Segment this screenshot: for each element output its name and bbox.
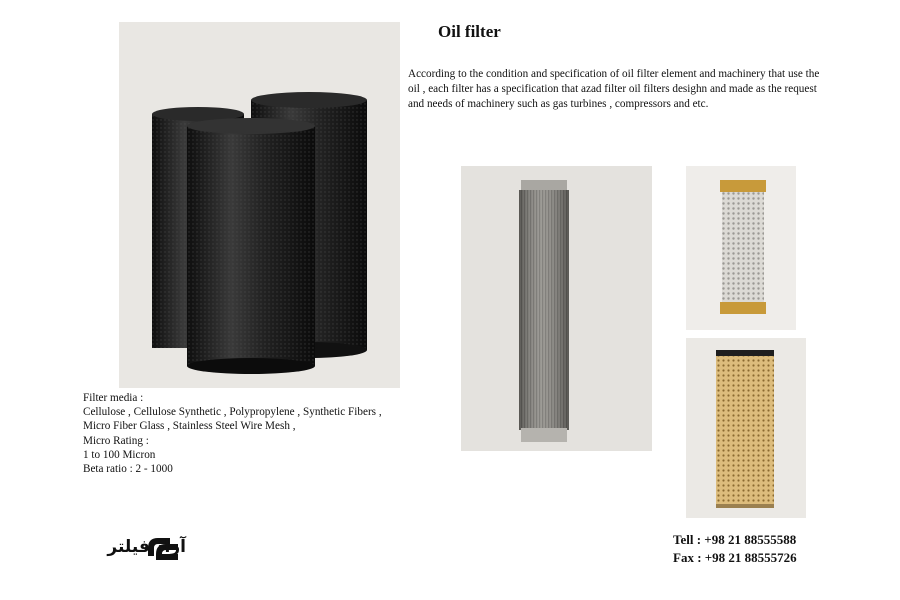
dark-oil-filters-photo — [119, 22, 400, 388]
specs-line: Micro Fiber Glass , Stainless Steel Wire Mesh , — [83, 420, 296, 433]
company-logo — [107, 528, 266, 562]
specs-line: Micro Rating : — [83, 434, 149, 447]
intro-paragraph: According to the condition and specification of oil filter element and machinery that use the oil , each filter has a specification that azad filter oil filters desighn and made as the request and needs of machinery such as gas turbines , compressors and etc. — [408, 68, 820, 110]
filter-specs — [83, 391, 382, 476]
cellulose-filter-photo — [686, 338, 806, 518]
page-title: Oil filter — [438, 22, 501, 41]
tell-number: Tell : +98 21 88555588 — [673, 532, 797, 547]
specs-line: Beta ratio : 2 - 1000 — [83, 463, 173, 476]
specs-line: Cellulose , Cellulose Synthetic , Polypropylene , Synthetic Fibers , — [83, 406, 382, 419]
fax-number: Fax : +98 21 88555726 — [673, 550, 797, 565]
specs-line: Filter media : — [83, 392, 144, 404]
pleated-steel-filter-photo — [461, 166, 652, 451]
contact-info — [673, 531, 797, 567]
brass-cap-filter-photo — [686, 166, 796, 330]
specs-line: 1 to 100 Micron — [83, 448, 156, 461]
svg-text:آزاد فیلتر: آزاد فیلتر — [107, 537, 186, 557]
